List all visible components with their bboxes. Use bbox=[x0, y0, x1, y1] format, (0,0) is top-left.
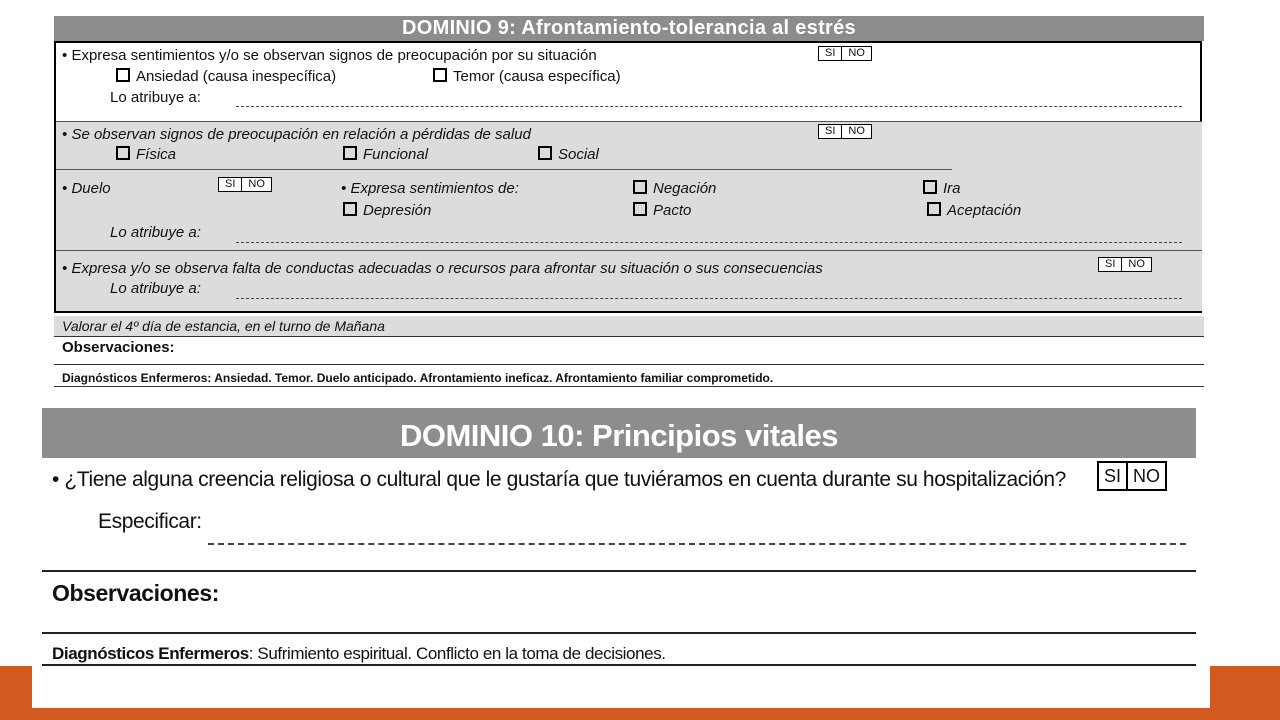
si-option[interactable]: SI bbox=[225, 178, 236, 190]
feelings-label: • Expresa sentimientos de: bbox=[341, 180, 519, 197]
option-depresion[interactable]: Depresión bbox=[343, 202, 431, 220]
si-option[interactable]: SI bbox=[1105, 258, 1116, 270]
checkbox[interactable] bbox=[116, 146, 130, 160]
no-option[interactable]: NO bbox=[841, 47, 871, 60]
domain10-q1: • ¿Tiene alguna creencia religiosa o cultural que le gustaría que tuviéramos en cuenta durante su hospitalización? bbox=[52, 468, 1066, 491]
no-option[interactable]: NO bbox=[841, 125, 871, 138]
diagnosticos-10: Diagnósticos Enfermeros: Sufrimiento espiritual. Conflicto en la toma de decisiones. bbox=[52, 644, 666, 663]
checkbox[interactable] bbox=[538, 146, 552, 160]
domain9-q1 bbox=[62, 47, 597, 65]
domain9-grey-section bbox=[56, 122, 1202, 311]
divider bbox=[54, 364, 1204, 365]
si-no-toggle[interactable] bbox=[1098, 257, 1152, 272]
si-option[interactable]: SI bbox=[825, 47, 836, 59]
option-fisica[interactable]: Física bbox=[116, 146, 176, 164]
option-pacto[interactable]: Pacto bbox=[633, 202, 691, 220]
attributes-line-1[interactable] bbox=[236, 106, 1182, 107]
checkbox[interactable] bbox=[633, 202, 647, 216]
si-no-toggle[interactable] bbox=[818, 124, 872, 139]
checkbox[interactable] bbox=[343, 202, 357, 216]
domain9-q2: • Se observan signos de preocupación en relación a pérdidas de salud bbox=[62, 126, 531, 143]
si-option[interactable]: SI bbox=[825, 125, 836, 137]
divider bbox=[56, 121, 1202, 122]
domain9-title: DOMINIO 9: Afrontamiento-tolerancia al estrés bbox=[54, 16, 1204, 41]
domain9-q3: • Expresa y/o se observa falta de conductas adecuadas o recursos para afrontar su situación o sus consecuencias bbox=[62, 260, 823, 277]
attributes-line-3[interactable] bbox=[236, 298, 1182, 299]
duelo-label: • Duelo bbox=[62, 180, 111, 197]
no-option[interactable]: NO bbox=[1121, 258, 1151, 271]
divider bbox=[54, 386, 1204, 387]
checkbox[interactable] bbox=[927, 202, 941, 216]
no-option[interactable]: NO bbox=[1126, 463, 1165, 489]
valorar-text: Valorar el 4º día de estancia, en el turno de Mañana bbox=[62, 318, 385, 334]
option-negacion[interactable]: Negación bbox=[633, 180, 716, 198]
divider bbox=[56, 169, 952, 170]
checkbox[interactable] bbox=[923, 180, 937, 194]
checkbox[interactable] bbox=[633, 180, 647, 194]
checkbox[interactable] bbox=[116, 68, 130, 82]
si-option[interactable]: SI bbox=[1104, 466, 1122, 486]
bullet: • bbox=[62, 47, 68, 64]
observaciones-10: Observaciones: bbox=[52, 580, 219, 606]
divider bbox=[42, 570, 1196, 572]
domain9-q1-text: Expresa sentimientos y/o se observan signos de preocupación por su situación bbox=[71, 47, 597, 64]
si-no-toggle[interactable] bbox=[1097, 461, 1167, 491]
observaciones-9: Observaciones: bbox=[62, 339, 175, 356]
attributes-label-1: Lo atribuye a: bbox=[110, 89, 201, 106]
no-option[interactable]: NO bbox=[241, 178, 271, 191]
divider bbox=[42, 632, 1196, 634]
si-no-toggle[interactable] bbox=[218, 177, 272, 192]
option-temor[interactable]: Temor (causa específica) bbox=[433, 68, 621, 86]
attributes-label-2: Lo atribuye a: bbox=[110, 224, 201, 241]
option-aceptacion[interactable]: Aceptación bbox=[927, 202, 1021, 220]
option-ansiedad[interactable]: Ansiedad (causa inespecífica) bbox=[116, 68, 336, 86]
domain10-title: DOMINIO 10: Principios vitales bbox=[42, 408, 1196, 458]
si-no-toggle[interactable] bbox=[818, 46, 872, 61]
checkbox[interactable] bbox=[343, 146, 357, 160]
option-ira[interactable]: Ira bbox=[923, 180, 961, 198]
option-social[interactable]: Social bbox=[538, 146, 599, 164]
especificar-label: Especificar: bbox=[98, 510, 202, 533]
attributes-label-3: Lo atribuye a: bbox=[110, 280, 201, 297]
divider bbox=[56, 250, 1202, 251]
content-card-bottom bbox=[32, 666, 1210, 708]
checkbox[interactable] bbox=[433, 68, 447, 82]
diagnosticos-9: Diagnósticos Enfermeros: Ansiedad. Temor. Duelo anticipado. Afrontamiento ineficaz. Afrontamiento familiar comprometido. bbox=[62, 371, 774, 385]
divider bbox=[42, 664, 1196, 666]
especificar-line[interactable] bbox=[208, 543, 1186, 545]
option-funcional[interactable]: Funcional bbox=[343, 146, 428, 164]
divider bbox=[54, 336, 1204, 337]
attributes-line-2[interactable] bbox=[236, 242, 1182, 243]
